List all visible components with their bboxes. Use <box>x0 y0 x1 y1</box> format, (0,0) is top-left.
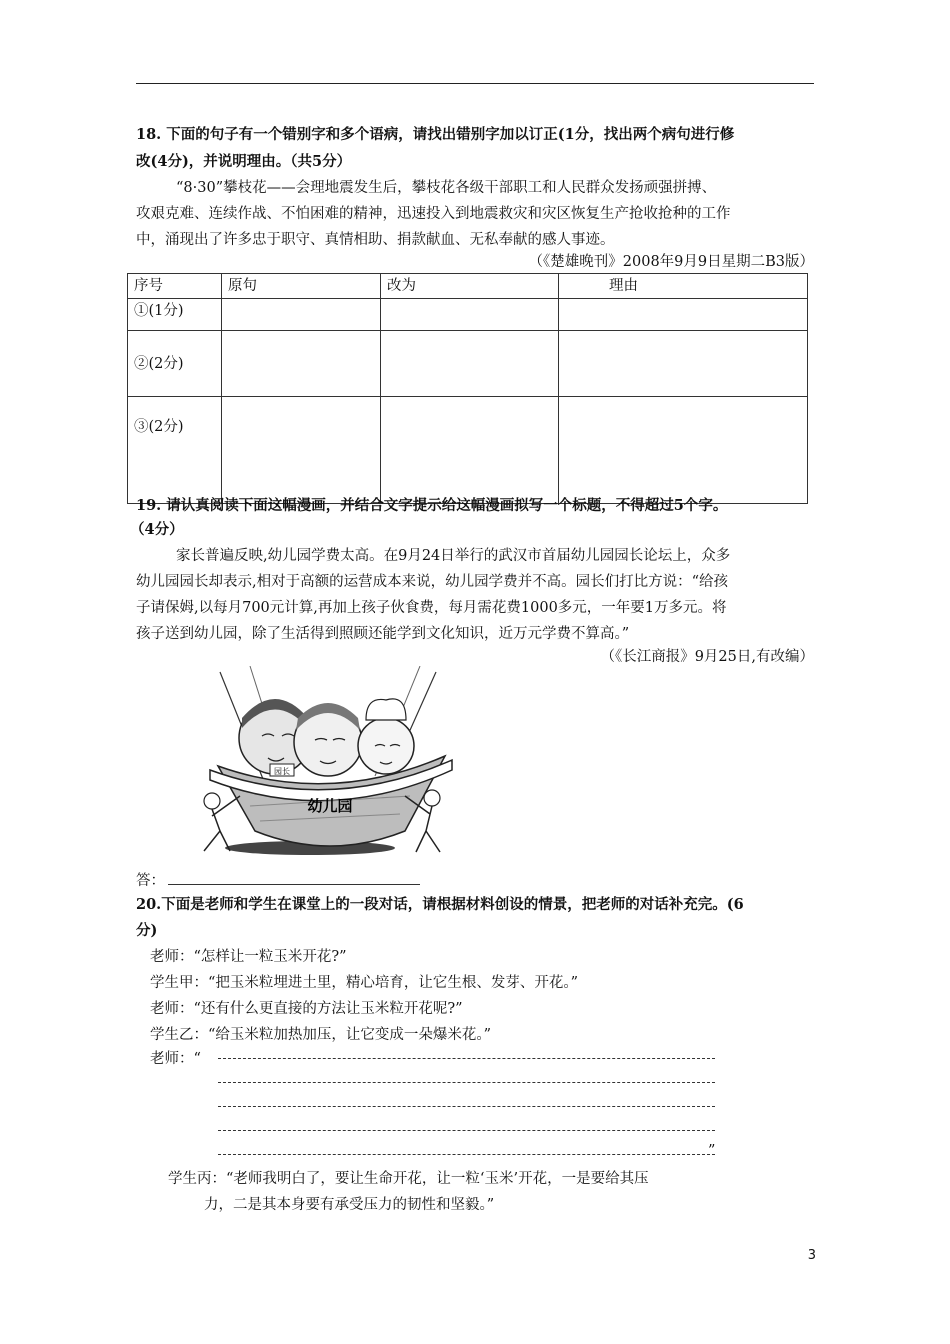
q19-answer-label: 答： <box>136 873 165 889</box>
q18-prompt-line2: 改(4分)，并说明理由。（共5分） <box>136 153 352 170</box>
q18-passage-line2: 攻艰克难、连续作战、不怕困难的精神，迅速投入到地震救灾和灾区恢复生产抢收抢种的工作 <box>136 206 731 222</box>
answer-dash-line[interactable] <box>218 1154 715 1155</box>
q20-prompt-line2: 分) <box>136 922 158 939</box>
reason-cell[interactable] <box>559 299 808 331</box>
q18-passage-line3: 中，涌现出了许多忠于职守、真情相助、捐款献血、无私奉献的感人事迹。 <box>136 232 615 248</box>
cartoon-illustration <box>190 666 460 862</box>
page-number: 3 <box>807 1248 816 1263</box>
revised-cell[interactable] <box>381 299 559 331</box>
q19-passage-line3: 子请保姆,以每月700元计算,再加上孩子伙食费，每月需花费1000多元，一年要1万多元。将 <box>136 600 727 616</box>
col-header-reason: 理由 <box>559 274 808 299</box>
student-c-line2: 力，二是其本身要有承受压力的韧性和坚毅。” <box>204 1197 495 1213</box>
q20-prompt-line1: 20.下面是老师和学生在课堂上的一段对话，请根据材料创设的情景，把老师的对话补充完。(6 <box>136 896 744 913</box>
col-header-revised: 改为 <box>381 274 559 299</box>
q19-passage-line4: 孩子送到幼儿园，除了生活得到照顾还能学到文化知识，近万元学费不算高。” <box>136 626 630 642</box>
col-header-number: 序号 <box>128 274 222 299</box>
q18-prompt-line1: 18. 下面的句子有一个错别字和多个语病，请找出错别字加以订正(1分，找出两个病句进行修 <box>136 126 735 143</box>
header-rule <box>136 83 814 84</box>
original-cell[interactable] <box>222 299 381 331</box>
revised-cell[interactable] <box>381 397 559 504</box>
dialog-line: 老师：“还有什么更直接的方法让玉米粒开花呢?” <box>150 1001 463 1017</box>
q18-source: （《楚雄晚刊》2008年9月9日星期二B3版） <box>528 254 814 270</box>
original-cell[interactable] <box>222 397 381 504</box>
dialog-line: 学生甲：“把玉米粒埋进土里，精心培育，让它生根、发芽、开花。” <box>150 975 579 991</box>
teacher-prefix: 老师：“ <box>150 1051 201 1067</box>
revised-cell[interactable] <box>381 331 559 397</box>
reason-cell[interactable] <box>559 397 808 504</box>
answer-dash-line[interactable] <box>218 1106 715 1107</box>
q19-answer-field[interactable] <box>168 884 420 885</box>
badge-label: 园长 <box>274 767 290 776</box>
table-row <box>128 331 808 397</box>
dialog-line: 老师：“怎样让一粒玉米开花?” <box>150 949 347 965</box>
dialog-line: 学生乙：“给玉米粒加热加压，让它变成一朵爆米花。” <box>150 1027 492 1043</box>
row-number: ②(2分) <box>128 331 222 397</box>
original-cell[interactable] <box>222 331 381 397</box>
reason-cell[interactable] <box>559 331 808 397</box>
row-number: ①(1分) <box>128 299 222 331</box>
basket-label: 幼儿园 <box>307 797 353 815</box>
col-header-original: 原句 <box>222 274 381 299</box>
closing-quote: ” <box>708 1143 716 1159</box>
table-row <box>128 299 808 331</box>
table-header-row <box>128 274 808 299</box>
q19-passage-line2: 幼儿园园长却表示,相对于高额的运营成本来说，幼儿园学费并不高。园长们打比方说：“给孩 <box>136 574 729 590</box>
q19-passage-line1: 家长普遍反映,幼儿园学费太高。在9月24日举行的武汉市首届幼儿园园长论坛上，众多 <box>176 548 731 564</box>
q19-prompt-line2: （4分） <box>130 521 184 538</box>
kindergarten-cartoon <box>190 666 460 862</box>
student-c-line1: 学生丙：“老师我明白了，要让生命开花，让一粒‘玉米’开花，一是要给其压 <box>168 1171 649 1187</box>
answer-dash-line[interactable] <box>218 1082 715 1083</box>
answer-dash-line[interactable] <box>218 1058 715 1059</box>
q19-source: （《长江商报》9月25日,有改编） <box>600 649 814 665</box>
q18-passage-line1: “8·30”攀枝花——会理地震发生后，攀枝花各级干部职工和人民群众发扬顽强拼搏、 <box>176 180 717 196</box>
answer-dash-line[interactable] <box>218 1130 715 1131</box>
table-row <box>128 397 808 504</box>
row-number: ③(2分) <box>128 397 222 504</box>
q18-answer-table <box>127 273 808 504</box>
q19-prompt-line1: 19. 请认真阅读下面这幅漫画，并结合文字提示给这幅漫画拟写一个标题，不得超过5个字。 <box>136 497 728 514</box>
